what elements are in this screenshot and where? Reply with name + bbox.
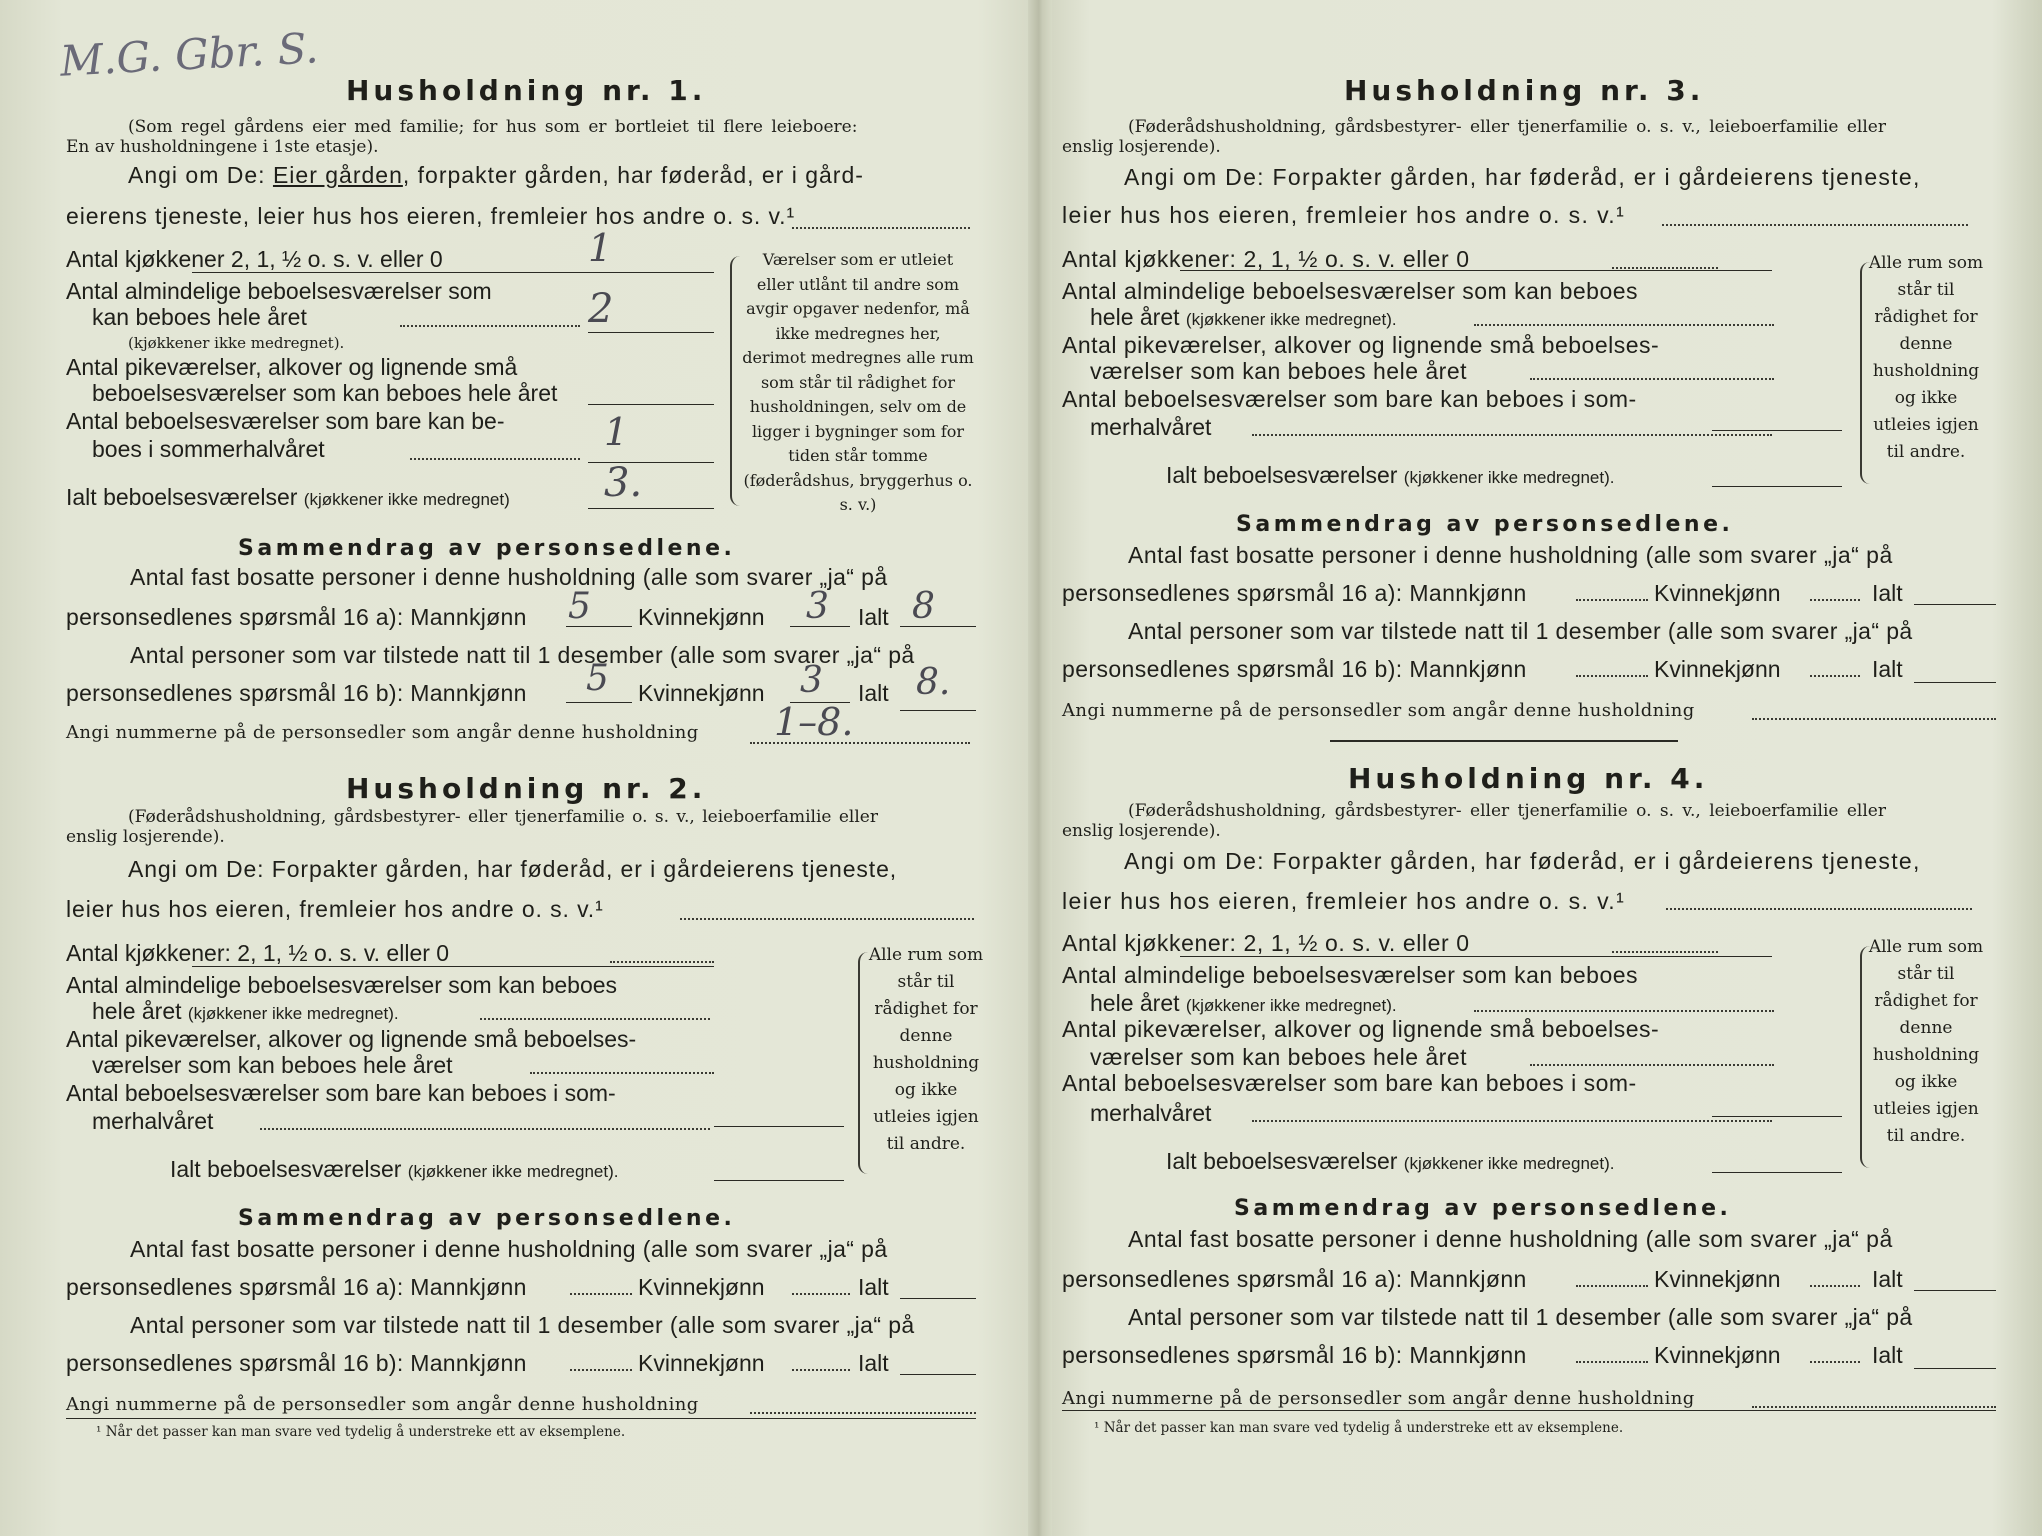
pike-label-2: værelser som kan beboes hele året (1090, 1044, 1468, 1070)
angi-nummerne-label: Angi nummerne på de personsedler som angår denne husholdning (1062, 1388, 1695, 1409)
dots (1612, 951, 1718, 953)
ialt-label: Ialt beboelsesværelser (kjøkkener ikke medregnet) (66, 484, 510, 510)
field-line (1914, 1368, 1996, 1369)
dots (1530, 1064, 1774, 1066)
pike-label-2: værelser som kan beboes hele året (92, 1052, 453, 1078)
household-note-2: enslig losjerende). (66, 827, 225, 847)
ialt-label: Ialt beboelsesværelser (kjøkkener ikke medregnet). (1166, 1148, 1615, 1174)
kvinne-label: Kvinnekjønn (1654, 580, 1781, 606)
household-note-2: enslig losjerende). (1062, 137, 1221, 157)
answer-line (1666, 908, 1972, 910)
household-note-2: enslig losjerende). (1062, 821, 1221, 841)
summary-title: Sammendrag av personsedlene. (238, 536, 736, 561)
footnote-rule (1062, 1410, 1996, 1411)
angi-om-de-line2: leier hus hos eieren, fremleier hos andre o. s. v.¹ (1062, 202, 1626, 228)
kvinne-label: Kvinnekjønn (638, 604, 765, 630)
kvinne-label: Kvinnekjønn (1654, 1342, 1781, 1368)
angi-om-de-label: Angi om De: Forpakter gården, har føderåd, er i gårdeierens tjeneste, (1124, 848, 1921, 874)
hand-til-m: 5 (586, 658, 609, 699)
book-spine (1028, 0, 1052, 1536)
hand-fast-k: 3 (806, 586, 829, 627)
ialt-sum-label: Ialt (1872, 1342, 1903, 1368)
footnote: ¹ Når det passer kan man svare ved tydelig å understreke ett av eksemplene. (96, 1424, 626, 1440)
fast-label-2: personsedlenes spørsmål 16 a): Mannkjønn (66, 1274, 527, 1300)
fast-label: Antal fast bosatte personer i denne husholdning (alle som svarer „ja“ på (1128, 1226, 1893, 1252)
rooms-label-2: kan beboes hele året (92, 304, 307, 330)
field-line (714, 1180, 844, 1181)
sommer-label: Antal beboelsesværelser som bare kan beboes i som- (1062, 386, 1637, 412)
sommer-label: Antal beboelsesværelser som bare kan beboes i som- (1062, 1070, 1637, 1096)
sommer-label-2: merhalvåret (92, 1108, 214, 1134)
dots (570, 1293, 632, 1295)
kjokken-label: Antal kjøkkener 2, 1, ½ o. s. v. eller 0 (66, 246, 443, 272)
tilstede-label-2: personsedlenes spørsmål 16 b): Mannkjønn (1062, 1342, 1527, 1368)
hand-fast-i: 8 (912, 586, 935, 627)
dots (1752, 1406, 1996, 1408)
sommer-label-2: boes i sommerhalvåret (92, 436, 325, 462)
field-line (192, 966, 714, 967)
field-line (1712, 1116, 1842, 1117)
side-note: Alle rum som står til rådighet for denne husholdning og ikke utleies igjen til andre. (1868, 937, 1984, 1146)
tilstede-label: Antal personer som var tilstede natt til 1 desember (alle som svarer „ja“ på (130, 1312, 915, 1338)
tilstede-label: Antal personer som var tilstede natt til 1 desember (alle som svarer „ja“ på (130, 642, 915, 668)
rooms-label: Antal almindelige beboelsesværelser som kan beboes (1062, 278, 1639, 304)
kvinne-label: Kvinnekjønn (638, 680, 765, 706)
dots (1252, 1120, 1772, 1122)
pike-label: Antal pikeværelser, alkover og lignende små beboelses- (1062, 332, 1660, 358)
rooms-label-2: hele året (kjøkkener ikke medregnet). (1090, 304, 1397, 330)
hand-sommer: 1 (604, 410, 629, 454)
field-line (1712, 1172, 1842, 1173)
dots (610, 961, 714, 963)
field-line (1180, 956, 1772, 957)
angi-om-de-label: Angi om De: Eier gården, forpakter gården, har føderåd, er i gård- (128, 162, 864, 188)
hand-til-k: 3 (800, 660, 823, 701)
rooms-label: Antal almindelige beboelsesværelser som kan beboes (66, 972, 618, 998)
household-title: Husholdning nr. 1. (346, 74, 707, 107)
dots (1576, 1285, 1648, 1287)
dots (792, 1293, 850, 1295)
eier-garden-option[interactable]: Eier gården (272, 162, 403, 188)
household-title: Husholdning nr. 4. (1348, 762, 1709, 795)
dots (260, 1128, 710, 1130)
field-line (1914, 1290, 1996, 1291)
tilstede-label: Antal personer som var tilstede natt til 1 desember (alle som svarer „ja“ på (1128, 1304, 1913, 1330)
side-note: Alle rum som står til rådighet for denne husholdning og ikke utleies igjen til andre. (1868, 253, 1984, 462)
dots (1474, 1010, 1774, 1012)
field-line (714, 1126, 844, 1127)
footnote-rule (66, 1418, 976, 1419)
kjokken-label: Antal kjøkkener: 2, 1, ½ o. s. v. eller 0 (1062, 246, 1470, 272)
side-note: Værelser som er utleiet eller utlånt til andre som avgir opgaver nedenfor, må ikke medregnes her, derimot medregnes alle rum som står til rådighet for husholdningen, selv om de ligger i bygninger som for tiden står tomme (føderådshus, bryggerhus o. s. v.) (742, 250, 974, 514)
pike-label: Antal pikeværelser, alkover og lignende små (66, 354, 518, 380)
kvinne-label: Kvinnekjønn (1654, 656, 1781, 682)
ialt-sum-label: Ialt (1872, 580, 1903, 606)
angi-nummerne-label: Angi nummerne på de personsedler som angår denne husholdning (66, 722, 699, 743)
angi-om-de-line2: leier hus hos eieren, fremleier hos andre o. s. v.¹ (66, 896, 604, 922)
dots (570, 1369, 632, 1371)
ialt-sum-label: Ialt (1872, 1266, 1903, 1292)
angi-nummerne-label: Angi nummerne på de personsedler som angår denne husholdning (1062, 700, 1695, 721)
pike-label-2: værelser som kan beboes hele året (1090, 358, 1468, 384)
kvinne-label: Kvinnekjønn (1654, 1266, 1781, 1292)
dots (1810, 1285, 1860, 1287)
sommer-label-2: merhalvåret (1090, 1100, 1212, 1126)
household-note: (Føderådshusholdning, gårdsbestyrer- eller tjenerfamilie o. s. v., leieboerfamilie eller (128, 807, 878, 827)
ialt-sum-label: Ialt (858, 604, 889, 630)
fast-label-2: personsedlenes spørsmål 16 a): Mannkjønn (66, 604, 527, 630)
angi-om-de-line2: leier hus hos eieren, fremleier hos andre o. s. v.¹ (1062, 888, 1626, 914)
fast-label-2: personsedlenes spørsmål 16 a): Mannkjønn (1062, 1266, 1527, 1292)
household-4 (1062, 0, 2012, 1460)
dots (530, 1072, 714, 1074)
kvinne-label: Kvinnekjønn (638, 1274, 765, 1300)
rooms-label-2: hele året (kjøkkener ikke medregnet). (1090, 990, 1397, 1016)
dots (480, 1018, 710, 1020)
tilstede-label-2: personsedlenes spørsmål 16 b): Mannkjønn (66, 1350, 527, 1376)
answer-line (680, 918, 974, 920)
hand-nummerne: 1–8. (774, 700, 854, 744)
sommer-label-2: merhalvåret (1090, 414, 1212, 440)
ialt-sum-label: Ialt (1872, 656, 1903, 682)
footnote: ¹ Når det passer kan man svare ved tydelig å understreke ett av eksemplene. (1094, 1420, 1624, 1436)
household-note-2: En av husholdningene i 1ste etasje). (66, 137, 379, 157)
fast-label-2: personsedlenes spørsmål 16 a): Mannkjønn (1062, 580, 1527, 606)
field-line (900, 1298, 976, 1299)
rooms-label: Antal almindelige beboelsesværelser som (66, 278, 492, 304)
kjokken-label: Antal kjøkkener: 2, 1, ½ o. s. v. eller 0 (66, 940, 450, 966)
hand-til-i: 8. (916, 662, 951, 703)
angi-om-de-line2: eierens tjeneste, leier hus hos eieren, fremleier hos andre o. s. v.¹ (66, 203, 796, 229)
dots (1810, 1361, 1860, 1363)
ialt-sum-label: Ialt (858, 680, 889, 706)
ialt-sum-label: Ialt (858, 1274, 889, 1300)
ialt-label: Ialt beboelsesværelser (kjøkkener ikke medregnet). (1166, 462, 1615, 488)
side-note: Alle rum som står til rådighet for denne husholdning og ikke utleies igjen til andre. (868, 945, 984, 1154)
pike-label: Antal pikeværelser, alkover og lignende små beboelses- (1062, 1016, 1660, 1042)
angi-om-de-label: Angi om De: Forpakter gården, har føderåd, er i gårdeierens tjeneste, (1124, 164, 1921, 190)
angi-nummerne-label: Angi nummerne på de personsedler som angår denne husholdning (66, 1394, 699, 1415)
pike-label-2: beboelsesværelser som kan beboes hele året (92, 380, 558, 406)
household-note: (Som regel gårdens eier med familie; for hus som er bortleiet til flere leieboere: (128, 117, 858, 137)
rooms-note: (kjøkkener ikke medregnet). (128, 334, 345, 352)
margin-note: M.G. Gbr. S. (58, 23, 320, 86)
sommer-label: Antal beboelsesværelser som bare kan be- (66, 408, 505, 434)
ialt-sum-label: Ialt (858, 1350, 889, 1376)
household-title: Husholdning nr. 3. (1344, 74, 1705, 107)
rooms-label-2: hele året (kjøkkener ikke medregnet). (92, 998, 399, 1024)
sommer-label: Antal beboelsesværelser som bare kan beboes i som- (66, 1080, 616, 1106)
tilstede-label: Antal personer som var tilstede natt til 1 desember (alle som svarer „ja“ på (1128, 618, 1913, 644)
field-line (900, 1374, 976, 1375)
pike-label: Antal pikeværelser, alkover og lignende små beboelses- (66, 1026, 637, 1052)
kvinne-label: Kvinnekjønn (638, 1350, 765, 1376)
dots (792, 1369, 850, 1371)
summary-title: Sammendrag av personsedlene. (1234, 1196, 1732, 1221)
fast-label: Antal fast bosatte personer i denne husholdning (alle som svarer „ja“ på (130, 564, 888, 590)
summary-title: Sammendrag av personsedlene. (238, 1206, 736, 1231)
household-2 (0, 0, 1030, 1460)
household-note: (Føderådshusholdning, gårdsbestyrer- eller tjenerfamilie o. s. v., leieboerfamilie eller (1128, 117, 1886, 137)
household-title: Husholdning nr. 2. (346, 772, 707, 805)
ialt-label: Ialt beboelsesværelser (kjøkkener ikke medregnet). (170, 1156, 619, 1182)
dots (1576, 1361, 1648, 1363)
hand-rooms: 2 (588, 286, 614, 332)
fast-label: Antal fast bosatte personer i denne husholdning (alle som svarer „ja“ på (130, 1236, 888, 1262)
fast-label: Antal fast bosatte personer i denne husholdning (alle som svarer „ja“ på (1128, 542, 1893, 568)
dots (750, 1412, 976, 1414)
hand-ialt: 3. (604, 460, 643, 506)
rooms-label: Antal almindelige beboelsesværelser som kan beboes (1062, 962, 1639, 988)
summary-title: Sammendrag av personsedlene. (1236, 512, 1734, 537)
hand-fast-m: 5 (568, 586, 591, 627)
hand-kjokken: 1 (588, 226, 613, 270)
household-note: (Føderådshusholdning, gårdsbestyrer- eller tjenerfamilie o. s. v., leieboerfamilie eller (1128, 801, 1886, 821)
angi-om-de-label: Angi om De: Forpakter gården, har føderåd, er i gårdeierens tjeneste, (128, 856, 898, 882)
tilstede-label-2: personsedlenes spørsmål 16 b): Mannkjønn (66, 680, 527, 706)
tilstede-label-2: personsedlenes spørsmål 16 b): Mannkjønn (1062, 656, 1527, 682)
kjokken-label: Antal kjøkkener: 2, 1, ½ o. s. v. eller 0 (1062, 930, 1470, 956)
